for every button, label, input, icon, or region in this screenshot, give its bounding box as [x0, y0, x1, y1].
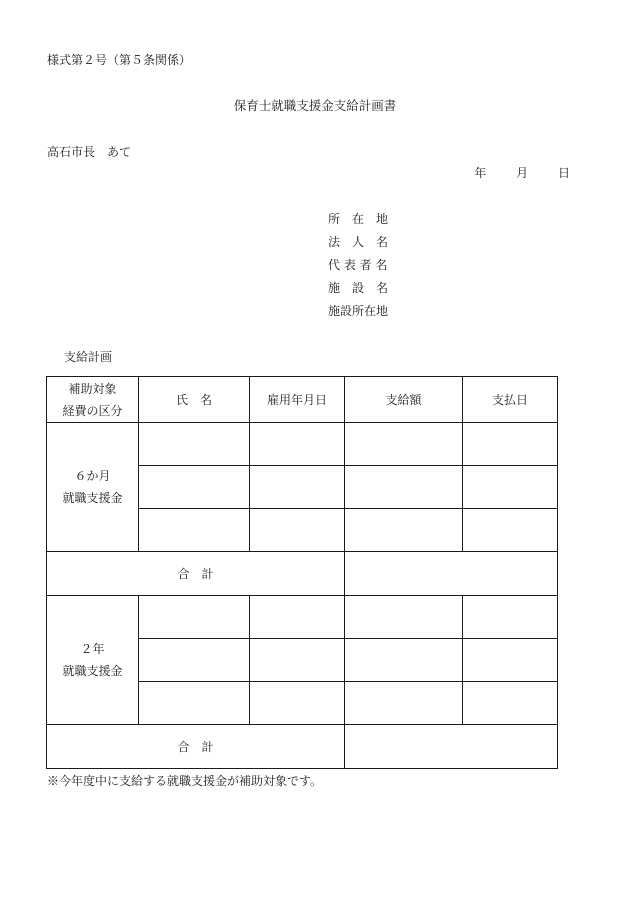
- hire-date-cell[interactable]: [250, 509, 345, 552]
- group-2year-line2: 就職支援金: [62, 664, 123, 678]
- total-amount-6month-cell[interactable]: [345, 552, 558, 596]
- applicant-corp-name-label: 法 人 名: [328, 235, 389, 249]
- pay-date-cell[interactable]: [463, 509, 558, 552]
- table-row: [47, 423, 558, 466]
- applicant-facility-location-label: 施設所在地: [328, 304, 389, 318]
- addressee: 高石市長 あて: [47, 145, 132, 159]
- group-6month-line1: ６か月: [74, 469, 111, 483]
- date-line: [448, 164, 570, 181]
- header-category: [47, 377, 139, 423]
- hire-date-cell[interactable]: [250, 682, 345, 725]
- date-month: 月: [516, 166, 529, 180]
- form-number: 様式第２号（第５条関係）: [47, 53, 192, 67]
- name-cell[interactable]: [139, 509, 250, 552]
- total-row: [47, 725, 558, 769]
- amount-cell[interactable]: [345, 639, 463, 682]
- name-cell[interactable]: [139, 596, 250, 639]
- pay-date-cell[interactable]: [463, 423, 558, 466]
- applicant-location-label: 所 在 地: [328, 212, 389, 226]
- total-amount-2year-cell[interactable]: [345, 725, 558, 769]
- date-year: 年: [474, 166, 487, 180]
- payment-plan-table: [46, 376, 558, 769]
- plan-label: 支給計画: [64, 350, 113, 364]
- hire-date-cell[interactable]: [250, 596, 345, 639]
- name-cell[interactable]: [139, 466, 250, 509]
- pay-date-cell[interactable]: [463, 682, 558, 725]
- hire-date-cell[interactable]: [250, 466, 345, 509]
- group-6month-label: [47, 423, 139, 552]
- pay-date-cell[interactable]: [463, 596, 558, 639]
- amount-cell[interactable]: [345, 682, 463, 725]
- applicant-facility-label: 施 設 名: [328, 281, 389, 295]
- hire-date-cell[interactable]: [250, 423, 345, 466]
- amount-cell[interactable]: [345, 509, 463, 552]
- total-label-2year: 合 計: [47, 725, 345, 769]
- total-row: [47, 552, 558, 596]
- footnote: ※今年度中に支給する就職支援金が補助対象です。: [47, 774, 323, 788]
- name-cell[interactable]: [139, 423, 250, 466]
- pay-date-cell[interactable]: [463, 639, 558, 682]
- header-name: 氏 名: [139, 377, 250, 423]
- header-category-line2: 経費の区分: [62, 403, 123, 418]
- group-2year-line1: ２年: [80, 642, 105, 656]
- amount-cell[interactable]: [345, 596, 463, 639]
- table-header-row: [47, 377, 558, 423]
- pay-date-cell[interactable]: [463, 466, 558, 509]
- header-amount: 支給額: [345, 377, 463, 423]
- group-2year-label: [47, 596, 139, 725]
- total-label-6month: 合 計: [47, 552, 345, 596]
- header-category-line1: 補助対象: [68, 381, 117, 396]
- group-6month-line2: 就職支援金: [62, 491, 123, 505]
- header-pay-date: 支払日: [463, 377, 558, 423]
- header-hire-date: 雇用年月日: [250, 377, 345, 423]
- document-title: 保育士就職支援金支給計画書: [233, 98, 397, 113]
- table-row: [47, 596, 558, 639]
- amount-cell[interactable]: [345, 423, 463, 466]
- hire-date-cell[interactable]: [250, 639, 345, 682]
- name-cell[interactable]: [139, 682, 250, 725]
- date-day: 日: [557, 166, 570, 180]
- amount-cell[interactable]: [345, 466, 463, 509]
- name-cell[interactable]: [139, 639, 250, 682]
- applicant-representative-label: 代 表 者 名: [328, 258, 388, 272]
